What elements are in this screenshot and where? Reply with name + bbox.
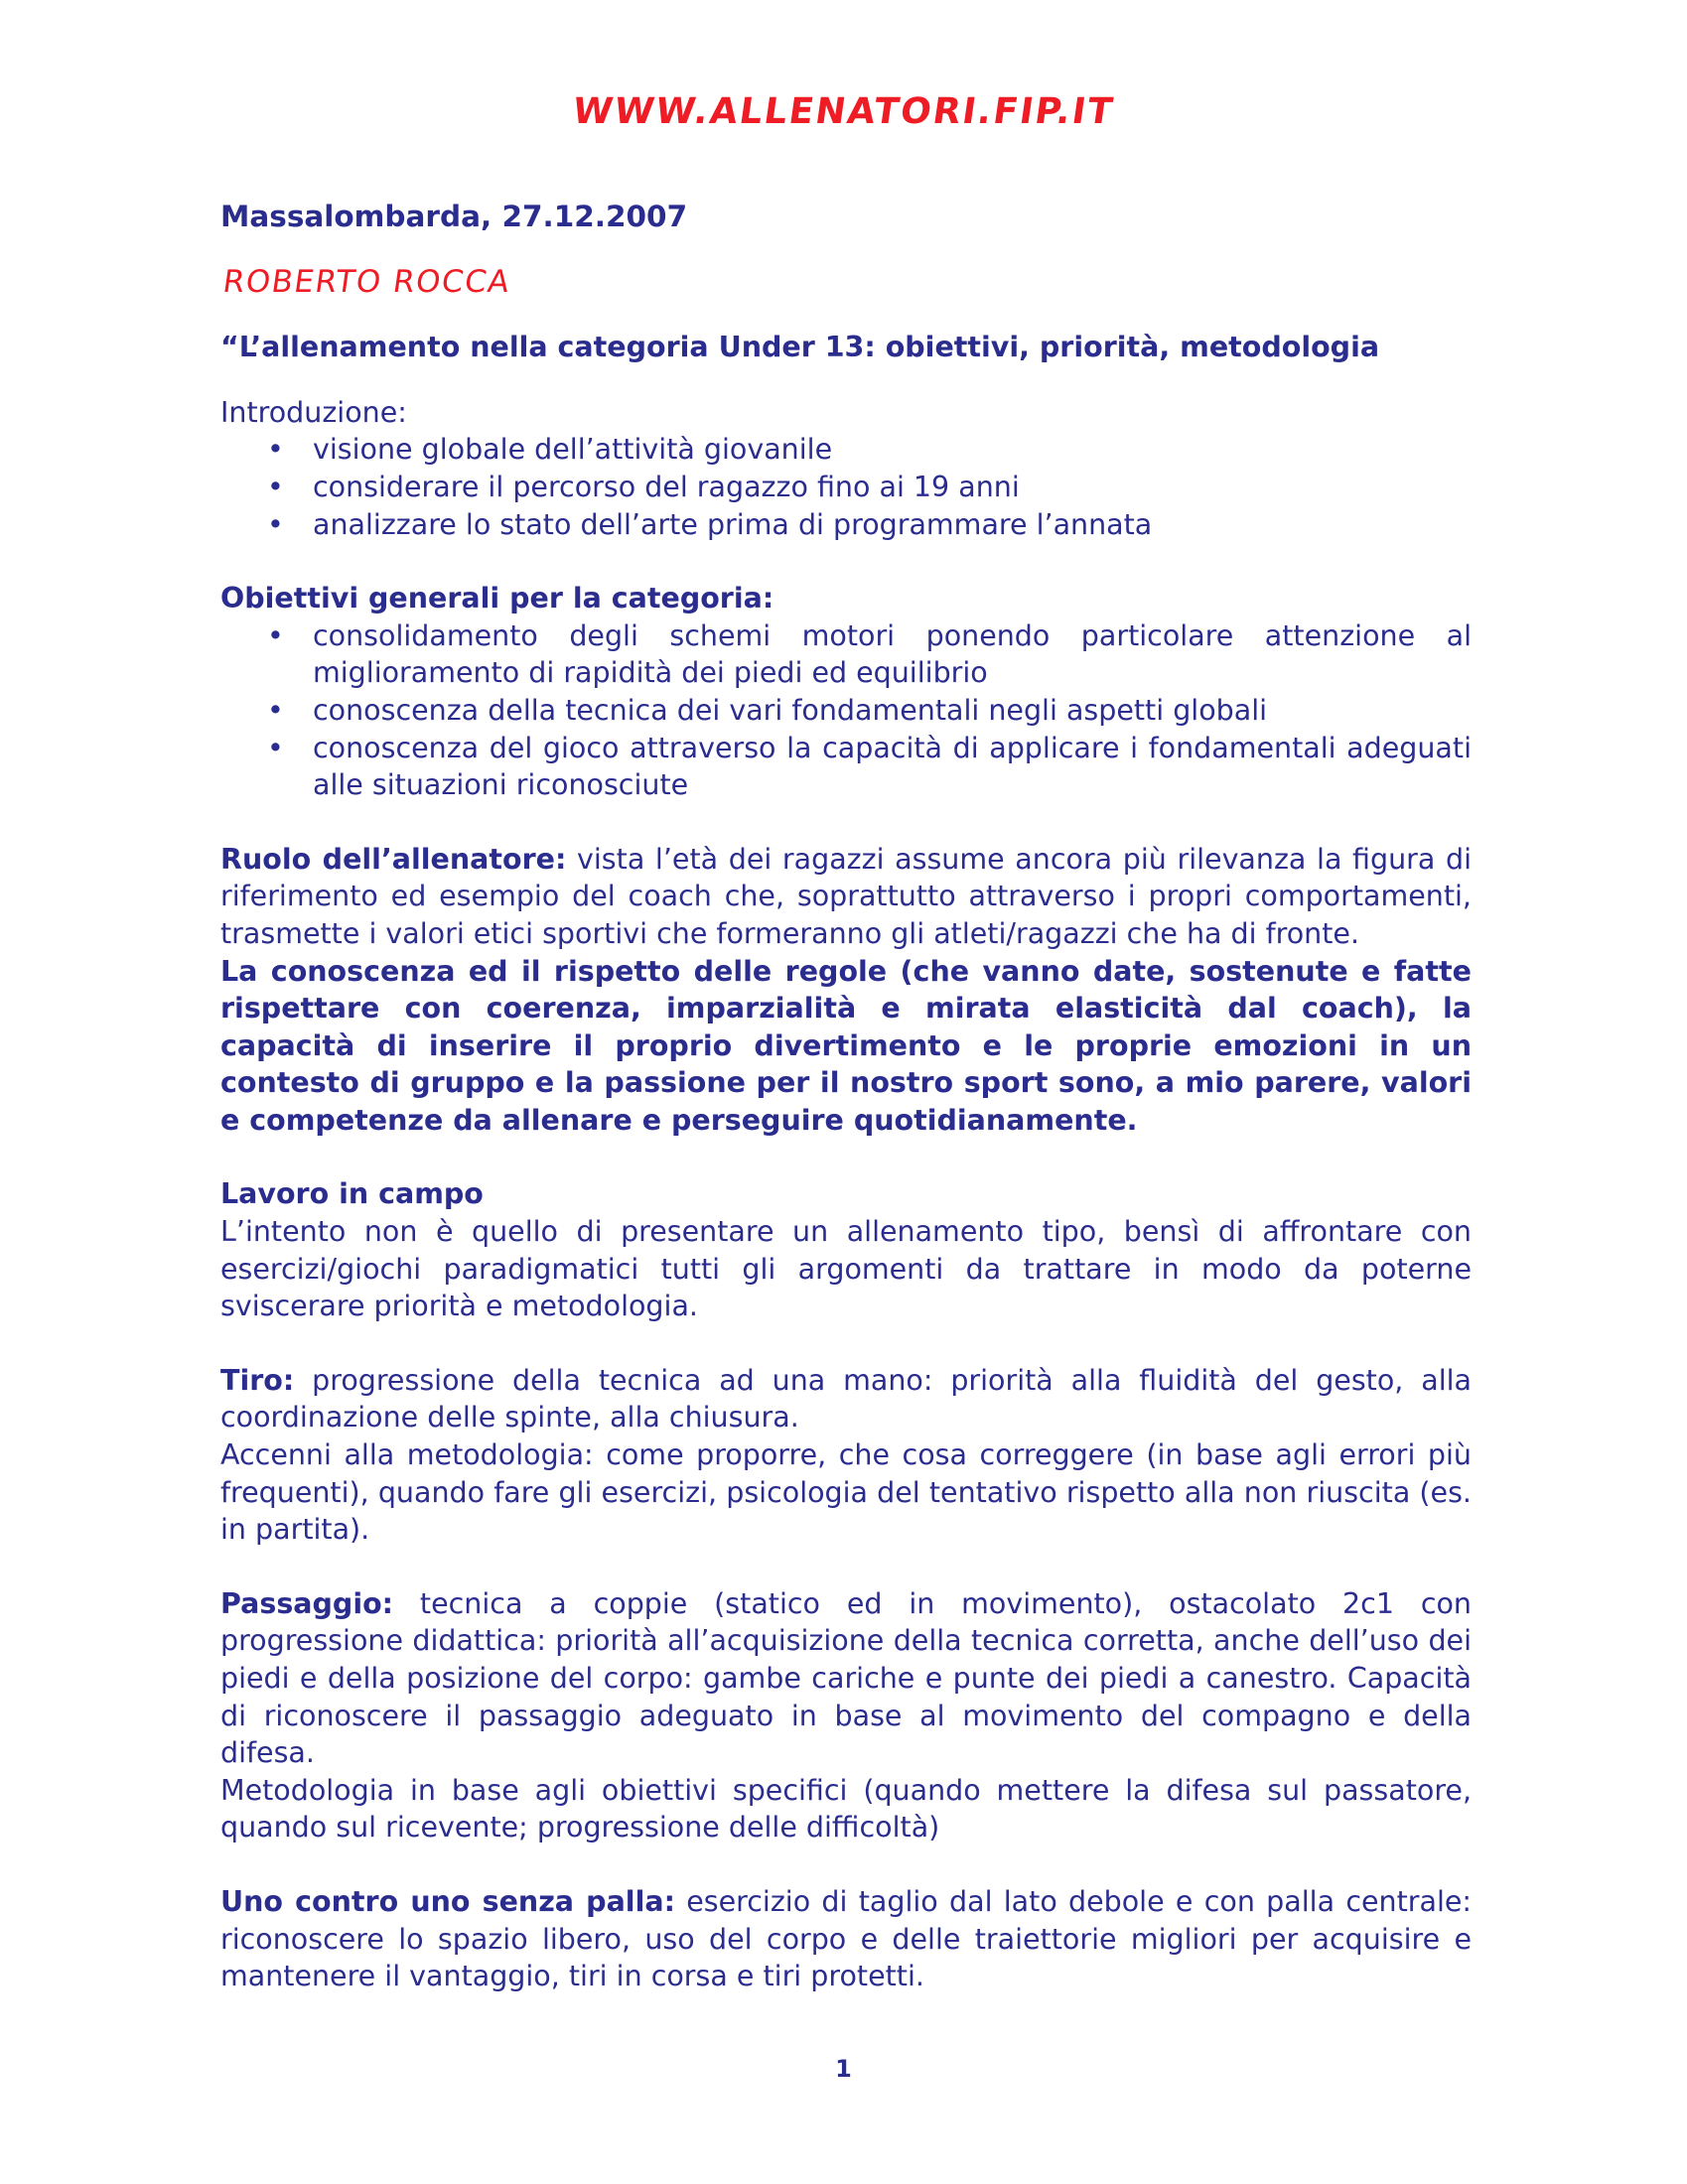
document-body (220, 199, 1472, 1995)
field-work-text: L’intento non è quello di presentare un allenamento tipo, bensì di affrontare con esercizi/giochi paradigmatici tutti gli argomenti da trattare in modo da poterne sviscerare priorità e metodologia. (220, 1215, 1472, 1323)
role-paragraph (220, 841, 1472, 953)
list-item: • conoscenza del gioco attraverso la capacità di applicare i fondamentali adeguati alle situazioni riconosciute (267, 731, 1472, 802)
bullet-icon: • (267, 731, 284, 764)
site-header-url: WWW.ALLENATORI.FIP.IT (570, 91, 1117, 132)
pass-label: Passaggio: (220, 1586, 394, 1620)
author-name: ROBERTO ROCCA (220, 263, 513, 300)
role-bold-paragraph: La conoscenza ed il rispetto delle regole (che vanno date, sostenute e fatte rispettare con coerenza, imparzialità e mirata elasticità dal coach), la capacità di inserire il proprio divertimento e le proprie emozioni in un contesto di gruppo e la passione per il nostro sport sono, a mio parere, valori e competenze da allenare e perseguire quotidianamente. (220, 954, 1472, 1137)
one-on-one-label: Uno contro uno senza palla: (220, 1884, 675, 1918)
bullet-icon: • (267, 507, 284, 541)
bullet-icon: • (267, 693, 284, 727)
list-item: • consolidamento degli schemi motori ponendo particolare attenzione al miglioramento di rapidità dei piedi ed equilibrio (267, 618, 1472, 690)
bullet-icon: • (267, 618, 284, 652)
shot-paragraph (220, 1362, 1472, 1436)
intro-heading: Introduzione: (220, 395, 407, 429)
pass-text: tecnica a coppie (statico ed in movimento), ostacolato 2c1 con progressione didattica: priorità all’acquisizione della tecnica corretta, anche dell’uso dei piedi e della posizione del corpo: gambe cariche e punte dei piedi a canestro. Capacità di riconoscere il passaggio adeguato in base al movimento del compagno e della difesa. (220, 1586, 1472, 1770)
list-item: • conoscenza della tecnica dei vari fondamentali negli aspetti globali (220, 692, 1472, 730)
intro-list (220, 431, 1472, 543)
bullet-icon: • (267, 470, 284, 503)
date-line: Massalombarda, 27.12.2007 (220, 200, 688, 233)
list-item: • considerare il percorso del ragazzo fino ai 19 anni (220, 469, 1472, 506)
objectives-list (220, 617, 1472, 804)
role-label: Ruolo dell’allenatore: (220, 842, 567, 876)
objectives-heading: Obiettivi generali per la categoria: (220, 582, 774, 615)
field-work-heading: Lavoro in campo (220, 1177, 484, 1211)
bullet-icon: • (267, 433, 284, 467)
shot-label: Tiro: (220, 1363, 295, 1397)
document-title: “L’allenamento nella categoria Under 13: obiettivi, priorità, metodologia (220, 331, 1380, 364)
shot-methodology: Accenni alla metodologia: come proporre, che cosa correggere (in base agli errori più frequenti), quando fare gli esercizi, psicologia del tentativo rispetto alla non riuscita (es. in partita). (220, 1438, 1472, 1547)
list-item: • visione globale dell’attività giovanile (220, 431, 1472, 469)
one-on-one-paragraph (220, 1883, 1472, 1995)
pass-methodology: Metodologia in base agli obiettivi specifici (quando mettere la difesa sul passatore, quando sul ricevente; progressione delle difficoltà) (220, 1773, 1472, 1844)
one-on-one-text: esercizio di taglio dal lato debole e con palla centrale: riconoscere lo spazio libero, uso del corpo e delle traiettorie migliori per acquisire e mantenere il vantaggio, tiri in corsa e tiri protetti. (220, 1884, 1472, 1993)
role-text: vista l’età dei ragazzi assume ancora più rilevanza la figura di riferimento ed esempio del coach che, soprattutto attraverso i propri comportamenti, trasmette i valori etici sportivi che formeranno gli atleti/ragazzi che ha di fronte. (220, 842, 1472, 950)
page-number: 1 (835, 2055, 852, 2083)
list-item: • analizzare lo stato dell’arte prima di programmare l’annata (220, 506, 1472, 544)
shot-text: progressione della tecnica ad una mano: priorità alla fluidità del gesto, alla coordinazione delle spinte, alla chiusura. (220, 1363, 1472, 1434)
pass-paragraph (220, 1585, 1472, 1772)
